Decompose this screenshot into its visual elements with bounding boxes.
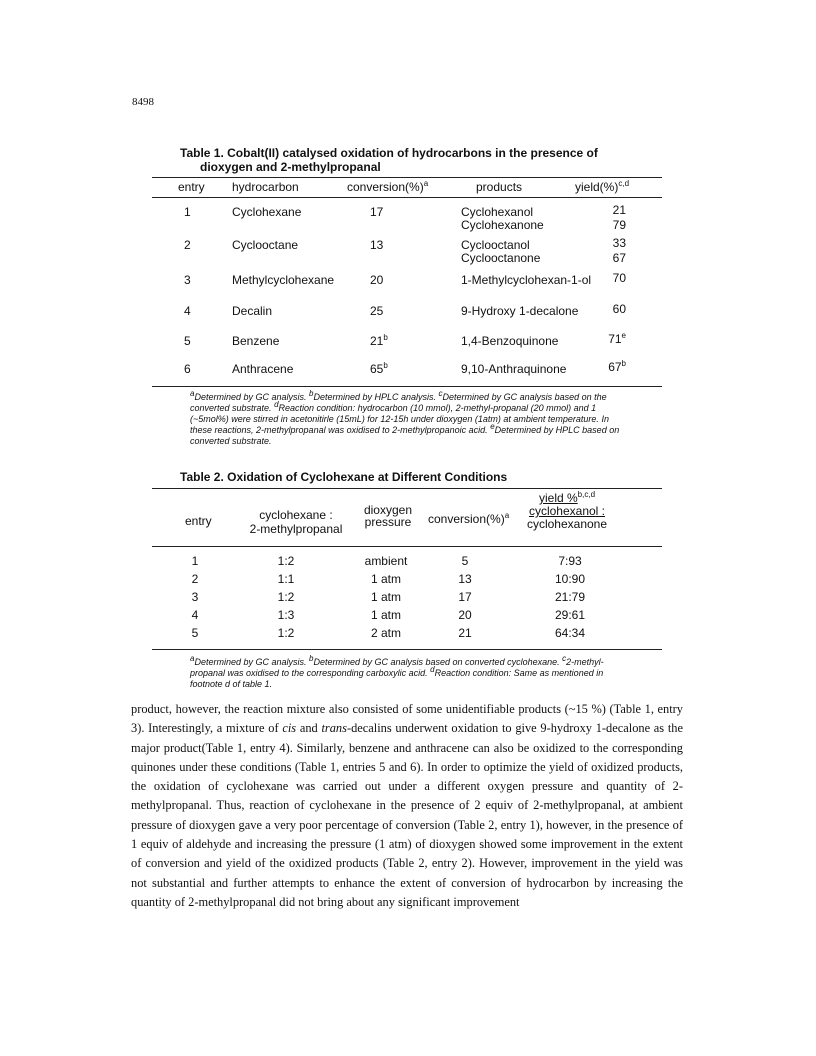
t1-entry: 6 bbox=[184, 362, 191, 376]
t1-entry: 3 bbox=[184, 273, 191, 287]
t2-header-yield: yield %$^{b,c,d}$ cyclohexanol : cyclohexanone bbox=[526, 490, 608, 531]
t2-yield: 7:93 bbox=[558, 554, 582, 568]
t1-hydrocarbon: Anthracene bbox=[232, 362, 294, 376]
t1-product: 9,10-Anthraquinone bbox=[461, 362, 567, 376]
t1-product: Cyclohexanone bbox=[461, 218, 544, 232]
t2-yield: 21:79 bbox=[554, 590, 586, 604]
table1-top-rule bbox=[152, 177, 662, 178]
t1-entry: 2 bbox=[184, 238, 191, 252]
t1-yield: 60 bbox=[612, 302, 626, 316]
t2-pressure: 2 atm bbox=[370, 626, 401, 640]
t1-hydrocarbon: Cyclohexane bbox=[232, 205, 302, 219]
t2-header-pressure: dioxygen pressure bbox=[363, 503, 413, 529]
t1-product: 9-Hydroxy 1-decalone bbox=[461, 304, 579, 318]
t1-product: 1-Methylcyclohexan-1-ol bbox=[461, 273, 592, 287]
t2-pressure: 1 atm bbox=[370, 572, 401, 586]
table2-header-rule bbox=[152, 546, 662, 547]
t2-conversion: 20 bbox=[458, 608, 472, 622]
table1-bottom-rule bbox=[152, 386, 662, 387]
t2-conversion: 13 bbox=[458, 572, 472, 586]
t2-yield: 64:34 bbox=[554, 626, 586, 640]
t1-header-entry: entry bbox=[178, 180, 205, 194]
table2-footnotes: $^a$Determined by GC analysis. $^b$Determined by GC analysis based on converted cyclohexane. $^c$2-methyl-propanal was oxidised to the corresponding carboxylic acid. $^d$Reaction condition: Same as mentioned in footnote d of table 1. bbox=[190, 654, 604, 689]
t2-pressure: ambient bbox=[364, 554, 408, 568]
table1-caption bbox=[180, 146, 650, 174]
t1-conversion: 17 bbox=[370, 205, 384, 219]
t1-hydrocarbon: Cyclooctane bbox=[232, 238, 299, 252]
t2-entry: 1 bbox=[191, 554, 199, 568]
t1-product: Cyclohexanol bbox=[461, 205, 534, 219]
t2-conversion: 21 bbox=[458, 626, 472, 640]
t1-conversion: 25 bbox=[370, 304, 384, 318]
t1-yield: 70 bbox=[612, 271, 626, 285]
t1-header-yield: yield(%)$^{c,d}$ bbox=[575, 179, 630, 194]
t2-ratio: 1:2 bbox=[277, 554, 295, 568]
t1-conversion: 13 bbox=[370, 238, 384, 252]
t1-conversion: 21$^b$ bbox=[370, 333, 388, 348]
table1-caption-line1: Table 1. Cobalt(II) catalysed oxidation of hydrocarbons in the presence of bbox=[180, 146, 598, 160]
t1-conversion: 65$^b$ bbox=[370, 361, 388, 376]
t1-hydrocarbon: Benzene bbox=[232, 334, 280, 348]
t1-header-hydrocarbon: hydrocarbon bbox=[232, 180, 299, 194]
t2-entry: 5 bbox=[191, 626, 199, 640]
table2-top-rule bbox=[152, 488, 662, 489]
t2-yield: 29:61 bbox=[554, 608, 586, 622]
t2-conversion: 17 bbox=[458, 590, 472, 604]
t1-hydrocarbon: Decalin bbox=[232, 304, 273, 318]
t2-ratio: 1:2 bbox=[277, 590, 295, 604]
t1-conversion: 20 bbox=[370, 273, 384, 287]
t2-pressure: 1 atm bbox=[370, 590, 401, 604]
t2-entry: 2 bbox=[191, 572, 199, 586]
t1-yield: 21 bbox=[612, 203, 626, 217]
table1-header-rule bbox=[152, 197, 662, 198]
table1-caption-line2: dioxygen and 2-methylpropanal bbox=[200, 160, 381, 174]
table1-footnotes: $^a$Determined by GC analysis. $^b$Determined by HPLC analysis. $^c$Determined by GC analysis based on the converted substrate. $^d$Reaction condition: hydrocarbon (10 mmol), 2-methyl-propanal (20 mmol) and 1 (~5mol%) were stirred in acetonitirle (15mL) for 12-15h under dioxygen (1atm) at ambient temperature. In these reactions, 2-methylpropanal was oxidised to 2-methylpropanoic acid. $^e$Determined by HPLC based on converted substrate. bbox=[190, 389, 620, 446]
t2-conversion: 5 bbox=[461, 554, 469, 568]
t2-header-entry: entry bbox=[185, 514, 212, 528]
t1-product: Cyclooctanol bbox=[461, 238, 530, 252]
t2-entry: 3 bbox=[191, 590, 199, 604]
t2-ratio: 1:3 bbox=[277, 608, 295, 622]
t1-entry: 5 bbox=[184, 334, 191, 348]
t1-header-products: products bbox=[476, 180, 523, 194]
t2-ratio: 1:2 bbox=[277, 626, 295, 640]
body-paragraph bbox=[131, 700, 683, 912]
t2-header-ratio: cyclohexane : 2-methylpropanal bbox=[249, 508, 343, 536]
t2-entry: 4 bbox=[191, 608, 199, 622]
page-number: 8498 bbox=[132, 96, 154, 108]
t1-yield: 71e bbox=[608, 331, 626, 346]
t1-entry: 1 bbox=[184, 205, 191, 219]
t2-header-conversion: conversion(%)$^a$ bbox=[428, 511, 510, 526]
t1-yield: 67$^b$ bbox=[608, 359, 626, 374]
t2-pressure: 1 atm bbox=[370, 608, 401, 622]
t1-product: Cyclooctanone bbox=[461, 251, 541, 265]
t1-yield: 67 bbox=[612, 251, 626, 265]
t1-hydrocarbon: Methylcyclohexane bbox=[232, 273, 335, 287]
t1-yield: 79 bbox=[612, 218, 626, 232]
t2-ratio: 1:1 bbox=[277, 572, 295, 586]
body-text: product, however, the reaction mixture also consisted of some unidentifiable products (~15 %) (Table 1, entry 3). Interestingly, a mixture of cis and trans-decalins underwent oxidation to give 9-hydroxy 1-decalone as the major product(Table 1, entry 4). Similarly, benzene and anthracene can also be oxidized to the corresponding quinones under these conditions (Table 1, entries 5 and 6). In order to optimize the yield of oxidized products, the oxidation of cyclohexane was carried out under a different oxygen pressure and quantity of 2-methylpropanal. Thus, reaction of cyclohexane in the presence of 2 equiv of 2-methylpropanal, at ambient pressure of dioxygen gave a very poor percentage of conversion (Table 2, entry 1), however, in the presence of 1 equiv of aldehyde and increasing the pressure (1 atm) of dioxygen showed some improvement in the extent of conversion and yield of the oxidized products (Table 2, entry 2). However, improvement in the yield was not substantial and further attempts to enhance the extent of conversion of hydrocarbon by increasing the quantity of 2-methylpropanal did not bring about any significant improvement bbox=[131, 702, 683, 909]
t2-yield: 10:90 bbox=[554, 572, 586, 586]
t1-header-conversion: conversion(%)$^a$ bbox=[347, 179, 429, 194]
table2-caption: Table 2. Oxidation of Cyclohexane at Different Conditions bbox=[180, 470, 508, 484]
t1-product: 1,4-Benzoquinone bbox=[461, 334, 559, 348]
t1-entry: 4 bbox=[184, 304, 191, 318]
table2-bottom-rule bbox=[152, 649, 662, 650]
t1-yield: 33 bbox=[612, 236, 626, 250]
